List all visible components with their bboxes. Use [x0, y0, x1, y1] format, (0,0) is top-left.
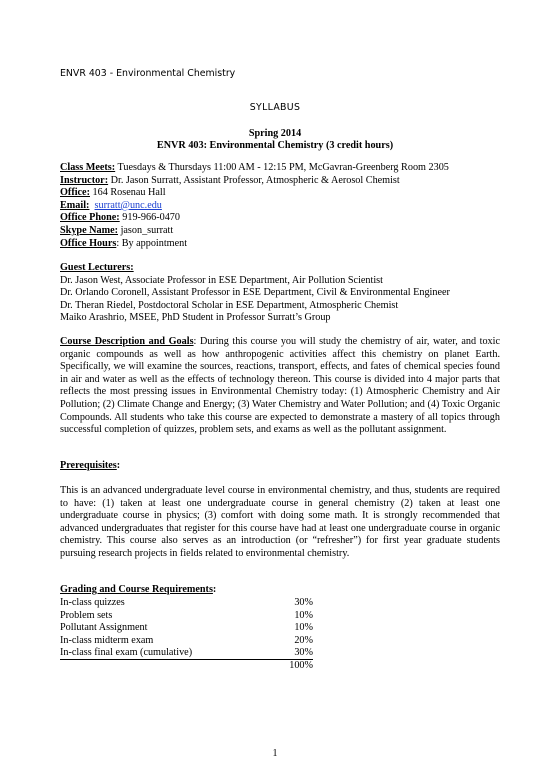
email-link[interactable]: surratt@unc.edu	[94, 199, 162, 211]
course-description	[60, 336, 500, 437]
course-info	[60, 162, 500, 250]
prerequisites-label: Prerequisites	[60, 460, 117, 471]
grading-heading	[60, 584, 500, 597]
office-phone-label: Office Phone:	[60, 212, 120, 224]
skype-value: jason_surratt	[118, 224, 174, 236]
course-title: ENVR 403: Environmental Chemistry (3 credit hours)	[156, 140, 394, 151]
instructor-label: Instructor:	[60, 174, 109, 186]
class-meets-line	[60, 162, 500, 175]
class-meets-label: Class Meets:	[60, 162, 116, 173]
course-description-label: Course Description and Goals	[60, 336, 194, 347]
prerequisites-colon: :	[116, 460, 121, 471]
office-phone-line	[60, 212, 500, 225]
skype-label: Skype Name:	[60, 224, 119, 236]
grading-table	[60, 597, 313, 673]
grading-total-row	[60, 660, 313, 673]
document-header: ENVR 403 - Environmental Chemistry	[60, 68, 236, 79]
grading-row	[60, 635, 313, 648]
grading-label: Grading and Course Requirements	[60, 584, 213, 595]
office-label: Office:	[60, 187, 90, 199]
grading-item: In-class final exam (cumulative)	[60, 647, 193, 659]
prerequisites-text: This is an advanced undergraduate level course in environmental chemistry, and thus, students are required to have: (1) taken at least one undergraduate course in general chemistry (2) taken at least one undergraduate course in physics; (3) comfort with doing some math. It is strongly recommended that advanced undergraduates that register for this course have had at least one undergraduate course in organic chemistry. This course also serves as an introduction (or “refresher”) for first year graduate students pursuing research projects in fields related to environmental chemistry.	[60, 485, 500, 559]
instructor-value: Dr. Jason Surratt, Assistant Professor, Atmospheric & Aerosol Chemist	[108, 174, 400, 186]
email-line	[60, 200, 500, 213]
prerequisites-heading	[60, 460, 500, 473]
email-label: Email:	[60, 199, 90, 211]
office-hours-line	[60, 238, 500, 251]
grading-row	[60, 610, 313, 623]
guest-lecturer-item: Dr. Theran Riedel, Postdoctoral Scholar in ESE Department, Atmospheric Chemist	[60, 299, 399, 311]
office-hours-label: Office Hours	[60, 237, 117, 249]
grading-item: Pollutant Assignment	[60, 622, 148, 634]
office-phone-value: 919-966-0470	[119, 212, 180, 224]
office-hours-value: : By appointment	[116, 237, 188, 249]
grading-percent: 30%	[294, 647, 313, 659]
skype-line	[60, 225, 500, 238]
term-heading: Spring 2014	[248, 128, 302, 139]
document-heading: SYLLABUS	[249, 102, 301, 113]
grading-row	[60, 597, 313, 610]
instructor-line	[60, 175, 500, 188]
grading-total: 100%	[289, 659, 313, 671]
grading-row	[60, 622, 313, 635]
grading-percent: 20%	[294, 634, 313, 646]
grading-item: In-class quizzes	[60, 597, 125, 608]
page-number: 1	[272, 748, 278, 759]
class-meets-value: Tuesdays & Thursdays 11:00 AM - 12:15 PM, McGavran-Greenberg Room 2305	[115, 162, 449, 173]
guest-lecturers	[60, 262, 500, 325]
guest-lecturer-item: Dr. Jason West, Associate Professor in ESE Department, Air Pollution Scientist	[60, 274, 383, 286]
office-line	[60, 187, 500, 200]
course-description-text: : During this course you will study the chemistry of air, water, and toxic organic compounds as well as how anthropogenic activities affect this chemistry on planet Earth. Specifically, we will examine the sources, reactions, transport, effects, and fates of chemical species found in air and water as well as the effects of technology thereon. This course is divided into 4 major parts that reflects the most pressing issues in Environmental Chemistry today: (1) Atmospheric Chemistry and Air Pollution; (2) Climate Change and Energy; (3) Water Chemistry and Water Pollution; and (4) Toxic Organic Compounds. All students who take this course are expected to demonstrate a mastery of all topics through successful completion of quizzes, problem sets, and exams as well as the pollutant assignment.	[60, 336, 500, 436]
guest-lecturer-item: Dr. Orlando Coronell, Assistant Professor in ESE Department, Civil & Environmental Engineer	[60, 287, 450, 299]
grading-percent: 10%	[294, 622, 313, 634]
grading-percent: 30%	[294, 597, 313, 608]
grading-item: Problem sets	[60, 609, 113, 621]
grading-percent: 10%	[294, 609, 313, 621]
guest-lecturer-item: Maiko Arashrio, MSEE, PhD Student in Professor Surratt’s Group	[60, 312, 331, 324]
grading-colon: :	[212, 584, 217, 595]
grading-item: In-class midterm exam	[60, 634, 154, 646]
office-value: 164 Rosenau Hall	[89, 187, 166, 199]
guest-lecturers-label: Guest Lecturers:	[60, 262, 134, 273]
